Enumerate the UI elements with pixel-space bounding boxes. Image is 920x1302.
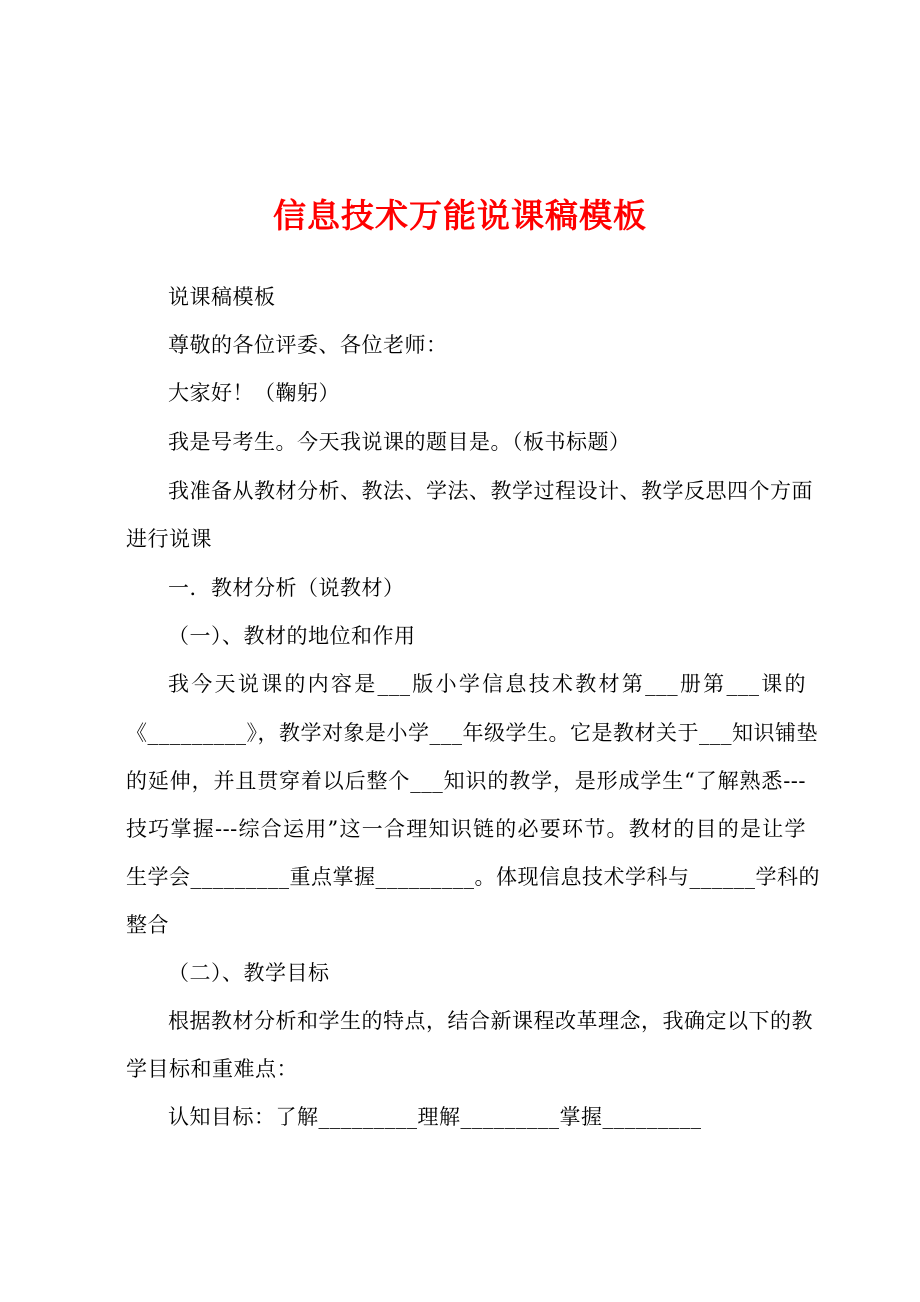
text-line: 进行说课 (126, 527, 212, 551)
text-line: 整合 (126, 913, 169, 937)
text-line: 学目标和重难点： (126, 1057, 298, 1081)
text-line: 大家好！（鞠躬） (168, 381, 340, 405)
document-title: 信息技术万能说课稿模板 (273, 196, 647, 235)
text-line: 根据教材分析和学生的特点，结合新课程改革理念，我确定以下的教 (168, 1009, 813, 1033)
subsection-heading: （一）、教材的地位和作用 (168, 624, 416, 648)
text-line: 我今天说课的内容是___版小学信息技术教材第___册第___课的 (168, 672, 806, 696)
text-line: 认知目标：了解_________理解_________掌握_________ (168, 1105, 702, 1129)
subsection-heading: （二）、教学目标 (168, 961, 330, 985)
text-line: 的延伸，并且贯穿着以后整个___知识的教学，是形成学生“了解熟悉--- (126, 769, 806, 793)
text-line: 说课稿模板 (168, 285, 276, 309)
section-heading: 一．教材分析（说教材） (168, 576, 405, 600)
text-line: 技巧掌握---综合运用”这一合理知识链的必要环节。教材的目的是让学 (126, 817, 806, 841)
text-line: 我是号考生。今天我说课的题目是。（板书标题） (168, 430, 631, 454)
text-line: 《_________》，教学对象是小学___年级学生。它是教材关于___知识铺垫 (126, 721, 818, 745)
text-line: 尊敬的各位评委、各位老师： (168, 333, 448, 357)
text-line: 我准备从教材分析、教法、学法、教学过程设计、教学反思四个方面 (168, 479, 813, 503)
text-line: 生学会_________重点掌握_________。体现信息技术学科与______学科的 (126, 865, 820, 889)
